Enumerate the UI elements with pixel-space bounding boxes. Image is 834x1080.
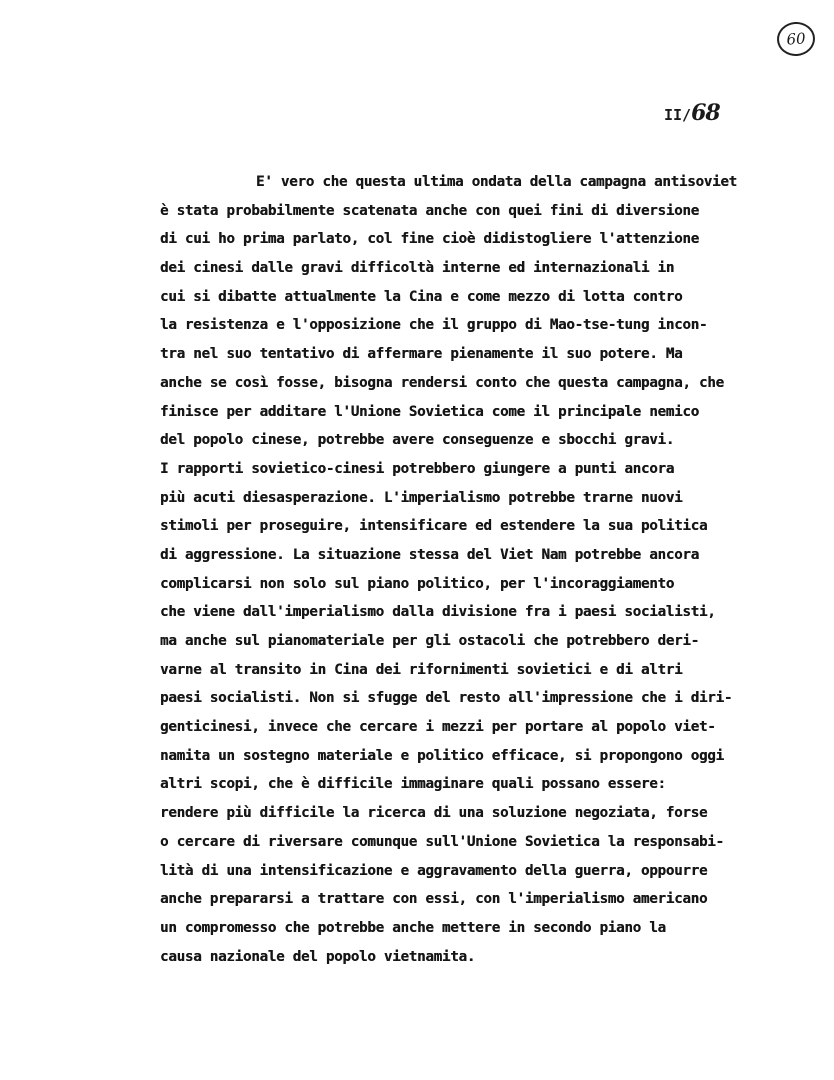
text-line: di aggressione. La situazione stessa del Viet Nam potrebbe ancora: [160, 546, 699, 563]
text-line: più acuti diesasperazione. L'imperialismo potrebbe trarne nuovi: [160, 489, 683, 506]
text-line: tra nel suo tentativo di affermare pienamente il suo potere. Ma: [160, 346, 683, 363]
text-line: ma anche sul pianomateriale per gli ostacoli che potrebbero deri-: [160, 633, 699, 649]
text-line: di cui ho prima parlato, col fine cioè didistogliere l'attenzione: [160, 231, 699, 248]
text-line: lità di una intensificazione e aggravamento della guerra, oppourre: [160, 862, 708, 879]
text-line: è stata probabilmente scatenata anche con quei fini di diversione: [160, 202, 699, 219]
text-line: namita un sostegno materiale e politico efficace, si propongono oggi: [160, 747, 724, 764]
document-reference: [664, 100, 720, 126]
document-reference-handwritten: 68: [691, 100, 720, 126]
text-line: o cercare di riversare comunque sull'Unione Sovietica la responsabi-: [160, 833, 724, 850]
text-line: I rapporti sovietico-cinesi potrebbero giungere a punti ancora: [160, 460, 675, 477]
text-line: genticinesi, invece che cercare i mezzi per portare al popolo viet-: [160, 719, 716, 736]
circled-page-number: [776, 21, 816, 58]
text-line: del popolo cinese, potrebbe avere conseguenze e sbocchi gravi.: [160, 432, 675, 449]
page-number: 60: [785, 29, 807, 49]
document-reference-prefix: II/: [664, 106, 692, 124]
text-line: dei cinesi dalle gravi difficoltà interne ed internazionali in: [160, 260, 675, 277]
text-line: causa nazionale del popolo vietnamita.: [160, 948, 476, 965]
text-line: paesi socialisti. Non si sfugge del resto all'impressione che i diri-: [160, 690, 733, 707]
body-paragraph: [160, 168, 832, 971]
text-line: E' vero che questa ultima ondata della campagna antisoviet: [256, 174, 737, 190]
text-line: un compromesso che potrebbe anche mettere in secondo piano la: [160, 919, 666, 936]
text-line: cui si dibatte attualmente la Cina e come mezzo di lotta contro: [160, 288, 683, 305]
text-line: rendere più difficile la ricerca di una soluzione negoziata, forse: [160, 805, 708, 822]
text-line: la resistenza e l'opposizione che il gruppo di Mao-tse-tung incon-: [160, 317, 708, 334]
text-line: finisce per additare l'Unione Sovietica come il principale nemico: [160, 403, 699, 420]
text-line: complicarsi non solo sul piano politico, per l'incoraggiamento: [160, 575, 675, 592]
text-line: varne al transito in Cina dei rifornimenti sovietici e di altri: [160, 661, 683, 678]
text-line: anche prepararsi a trattare con essi, con l'imperialismo americano: [160, 891, 708, 908]
text-line: anche se così fosse, bisogna rendersi conto che questa campagna, che: [160, 374, 724, 391]
text-line: altri scopi, che è difficile immaginare quali possano essere:: [160, 776, 666, 793]
text-line: che viene dall'imperialismo dalla divisione fra i paesi socialisti,: [160, 604, 716, 621]
text-line: stimoli per proseguire, intensificare ed estendere la sua politica: [160, 518, 708, 535]
